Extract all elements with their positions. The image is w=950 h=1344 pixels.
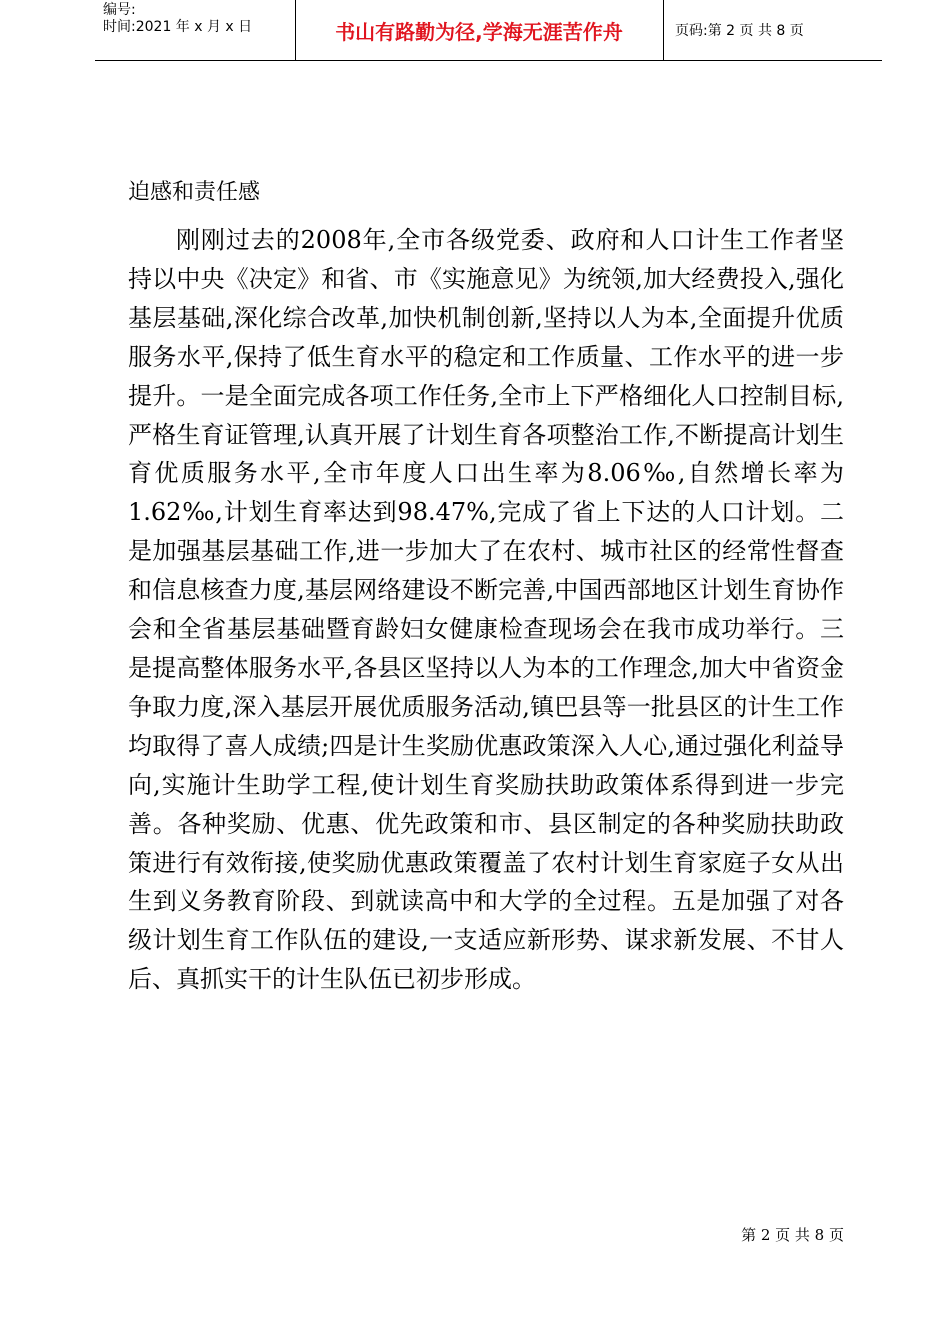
document-number-label: 编号: (103, 2, 136, 18)
header-divider (663, 0, 664, 60)
page-header (95, 0, 882, 61)
header-page-indicator: 页码:第 2 页 共 8 页 (675, 23, 804, 39)
section-title: 迫感和责任感 (128, 180, 261, 205)
header-motto: 书山有路勤为径,学海无涯苦作舟 (335, 20, 623, 44)
document-date-label: 时间:2021 年 x 月 x 日 (103, 19, 253, 35)
header-meta (103, 2, 293, 36)
body-paragraph: 刚刚过去的2008年,全市各级党委、政府和人口计生工作者坚持以中央《决定》和省、市《实施意见》为统领,加大经费投入,强化基层基础,深化综合改革,加快机制创新,坚持以人为本,全面提升优质服务水平,保持了低生育水平的稳定和工作质量、工作水平的进一步提升。一是全面完成各项工作任务,全市上下严格细化人口控制目标,严格生育证管理,认真开展了计划生育各项整治工作,不断提高计划生育优质服务水平,全市年度人口出生率为8.06‰,自然增长率为1.62‰,计划生育率达到98.47%,完成了省上下达的人口计划。二是加强基层基础工作,进一步加大了在农村、城市社区的经常性督查和信息核查力度,基层网络建设不断完善,中国西部地区计划生育协作会和全省基层基础暨育龄妇女健康检查现场会在我市成功举行。三是提高整体服务水平,各县区坚持以人为本的工作理念,加大中省资金争取力度,深入基层开展优质服务活动,镇巴县等一批县区的计生工作均取得了喜人成绩;四是计生奖励优惠政策深入人心,通过强化利益导向,实施计生助学工程,使计划生育奖励扶助政策体系得到进一步完善。各种奖励、优惠、优先政策和市、县区制定的各种奖励扶助政策进行有效衔接,使奖励优惠政策覆盖了农村计划生育家庭子女从出生到义务教育阶段、到就读高中和大学的全过程。五是加强了对各级计划生育工作队伍的建设,一支适应新形势、谋求新发展、不甘人后、真抓实干的计生队伍已初步形成。 (128, 226, 844, 994)
page-footer: 第 2 页 共 8 页 (741, 1226, 844, 1244)
